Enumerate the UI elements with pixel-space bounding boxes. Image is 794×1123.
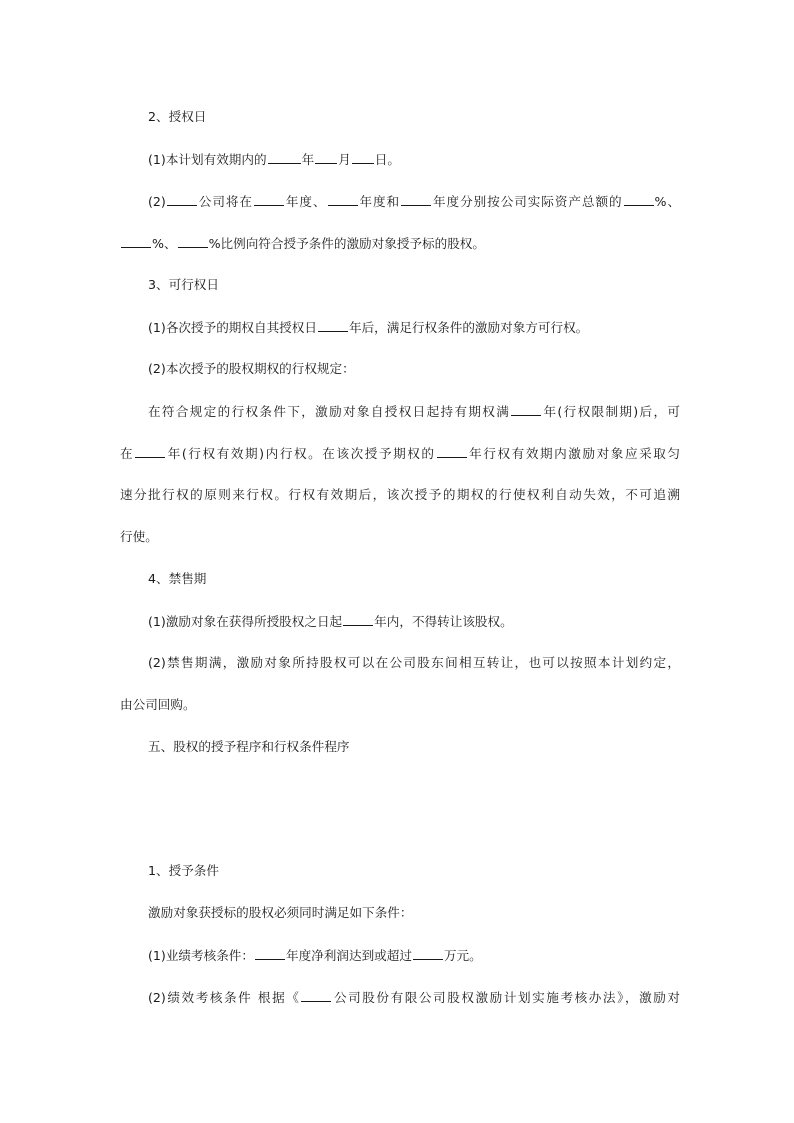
fill-blank <box>318 318 348 332</box>
fill-blank <box>135 444 165 458</box>
fill-blank <box>255 946 285 960</box>
paragraph-appraisal-condition: (2)绩效考核条件 根据《 公司股份有限公司股权激励计划实施考核办法》，激励对 <box>148 990 681 1005</box>
paragraph-grant-conditions-intro: 激励对象获授标的股权必须同时满足如下条件： <box>148 905 413 920</box>
section-heading-lockup-period: 4、禁售期 <box>148 571 207 586</box>
paragraph-performance-condition: (1)业绩考核条件： 年度净利润达到或超过 万元。 <box>148 948 482 963</box>
section-heading-grant-procedure: 五、股权的授予程序和行权条件程序 <box>148 739 350 754</box>
fill-blank <box>401 192 431 206</box>
paragraph-exercise-rules-line3: 速分批行权的原则来行权。行权有效期后，该次授予的期权的行使权利自动失效，不可追溯 <box>120 487 680 502</box>
paragraph-lockup-1: (1)激励对象在获得所授股权之日起 年内，不得转让该股权。 <box>148 614 513 629</box>
fill-blank <box>315 150 337 164</box>
paragraph-exercise-rules-line1: 在符合规定的行权条件下，激励对象自授权日起持有期权满 年(行权限制期)后，可 <box>148 404 681 419</box>
paragraph-lockup-2-line2: 由公司回购。 <box>120 697 196 712</box>
paragraph-grant-date-2-line1: (2) 公司将在 年度、 年度和 年度分别按公司实际资产总额的 %、 <box>148 194 681 209</box>
paragraph-lockup-2-line1: (2)禁售期满，激励对象所持股权可以在公司股东间相互转让，也可以按照本计划约定， <box>148 655 680 670</box>
fill-blank <box>352 150 374 164</box>
fill-blank <box>343 612 373 626</box>
section-heading-grant-date: 2、授权日 <box>148 109 207 124</box>
fill-blank <box>437 444 467 458</box>
section-heading-grant-conditions: 1、授予条件 <box>148 863 219 878</box>
fill-blank <box>178 234 208 248</box>
fill-blank <box>254 192 284 206</box>
fill-blank <box>413 946 443 960</box>
paragraph-grant-date-2-line2: %、 %比例向符合授予条件的激励对象授予标的股权。 <box>120 234 680 253</box>
fill-blank <box>511 402 541 416</box>
paragraph-exercise-rules-line4: 行使。 <box>120 529 158 544</box>
fill-blank <box>268 150 301 164</box>
paragraph-exercise-date-2: (2)本次授予的股权期权的行权规定： <box>148 361 355 376</box>
section-heading-exercise-date: 3、可行权日 <box>148 277 219 292</box>
fill-blank <box>301 988 331 1002</box>
paragraph-grant-date-1: (1)本计划有效期内的 年 月 日。 <box>148 152 400 167</box>
fill-blank <box>121 234 151 248</box>
paragraph-exercise-rules-line2: 在 年(行权有效期)内行权。在该次授予期权的 年行权有效期内激励对象应采取匀 <box>120 446 681 461</box>
fill-blank <box>167 192 197 206</box>
fill-blank <box>624 192 654 206</box>
paragraph-exercise-date-1: (1)各次授予的期权自其授权日 年后，满足行权条件的激励对象方可行权。 <box>148 320 589 335</box>
fill-blank <box>328 192 358 206</box>
